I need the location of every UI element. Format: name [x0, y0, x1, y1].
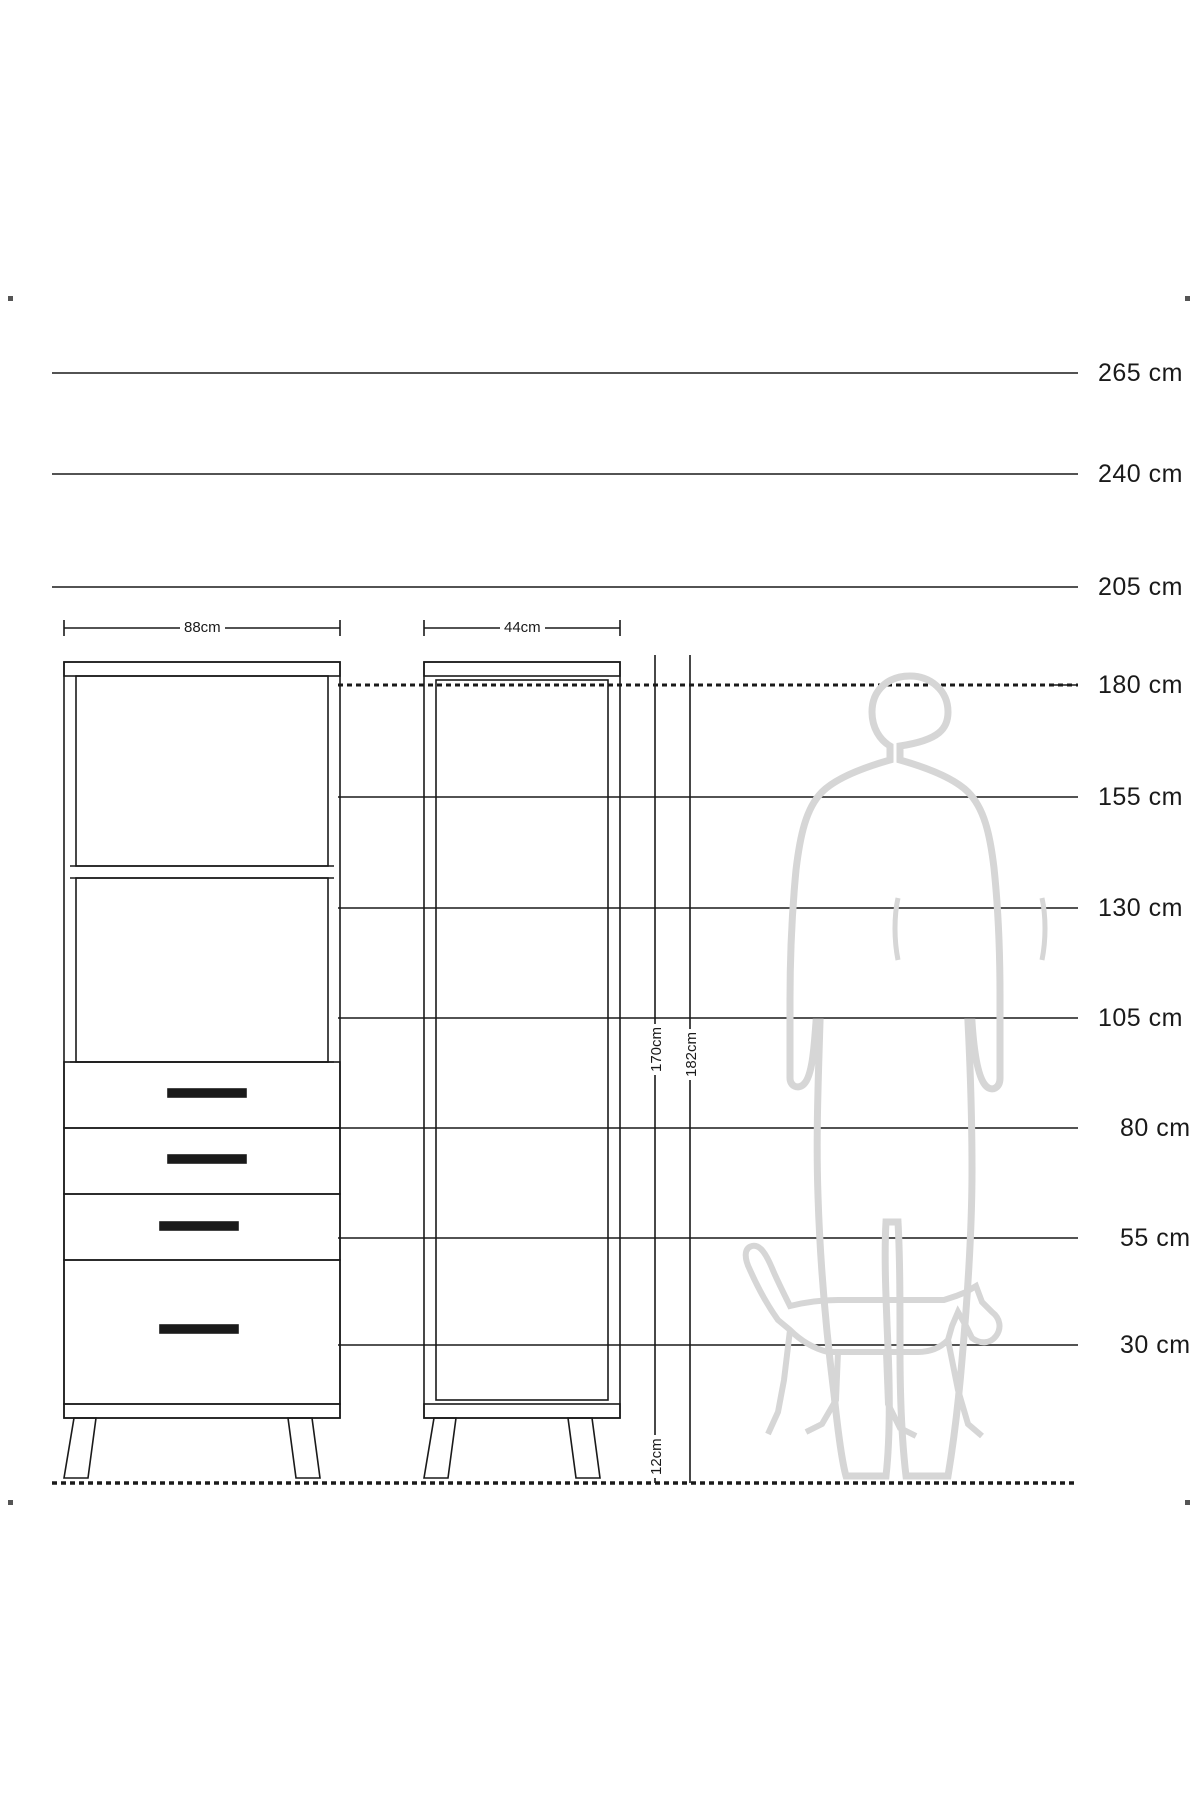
corner-mark-tr: [1185, 296, 1190, 301]
vdim-label-12: 12cm: [648, 1435, 665, 1478]
cabinet-left-open-lower: [76, 878, 328, 1062]
scale-label-240: 240 cm: [1098, 460, 1183, 488]
cabinet-left-open-upper: [76, 676, 328, 866]
cabinet-right-leg-l: [424, 1418, 456, 1478]
corner-mark-br: [1185, 1500, 1190, 1505]
width-label-88: 88cm: [180, 619, 225, 636]
man-silhouette: [790, 676, 1045, 1476]
scale-label-155: 155 cm: [1098, 783, 1183, 811]
scale-label-80: 80 cm: [1120, 1114, 1191, 1142]
scale-label-130: 130 cm: [1098, 894, 1183, 922]
cabinet-right-door: [436, 680, 608, 1400]
scale-label-30: 30 cm: [1120, 1331, 1191, 1359]
scale-label-205: 205 cm: [1098, 573, 1183, 601]
vdim-label-182: 182cm: [683, 1029, 700, 1080]
cabinet-right-body: [424, 662, 620, 1418]
vdim-label-170: 170cm: [648, 1024, 665, 1075]
drawer-handle-1: [168, 1089, 246, 1097]
drawer-handle-2: [168, 1155, 246, 1163]
cabinet-left-leg-l: [64, 1418, 96, 1478]
corner-mark-bl: [8, 1500, 13, 1505]
cabinet-left-top-cap: [64, 662, 340, 676]
width-label-44: 44cm: [500, 619, 545, 636]
cabinet-left-leg-r: [288, 1418, 320, 1478]
scale-label-105: 105 cm: [1098, 1004, 1183, 1032]
scale-label-55: 55 cm: [1120, 1224, 1191, 1252]
cabinet-right-bottom-cap: [424, 1404, 620, 1418]
scale-label-265: 265 cm: [1098, 359, 1183, 387]
drawer-handle-4: [160, 1325, 238, 1333]
corner-mark-tl: [8, 296, 13, 301]
cabinet-left-bottom-cap: [64, 1404, 340, 1418]
cabinet-left-body: [64, 662, 340, 1418]
drawer-handle-3: [160, 1222, 238, 1230]
cabinet-right-leg-r: [568, 1418, 600, 1478]
scale-label-180: 180 cm: [1098, 671, 1183, 699]
cabinet-right-top-cap: [424, 662, 620, 676]
